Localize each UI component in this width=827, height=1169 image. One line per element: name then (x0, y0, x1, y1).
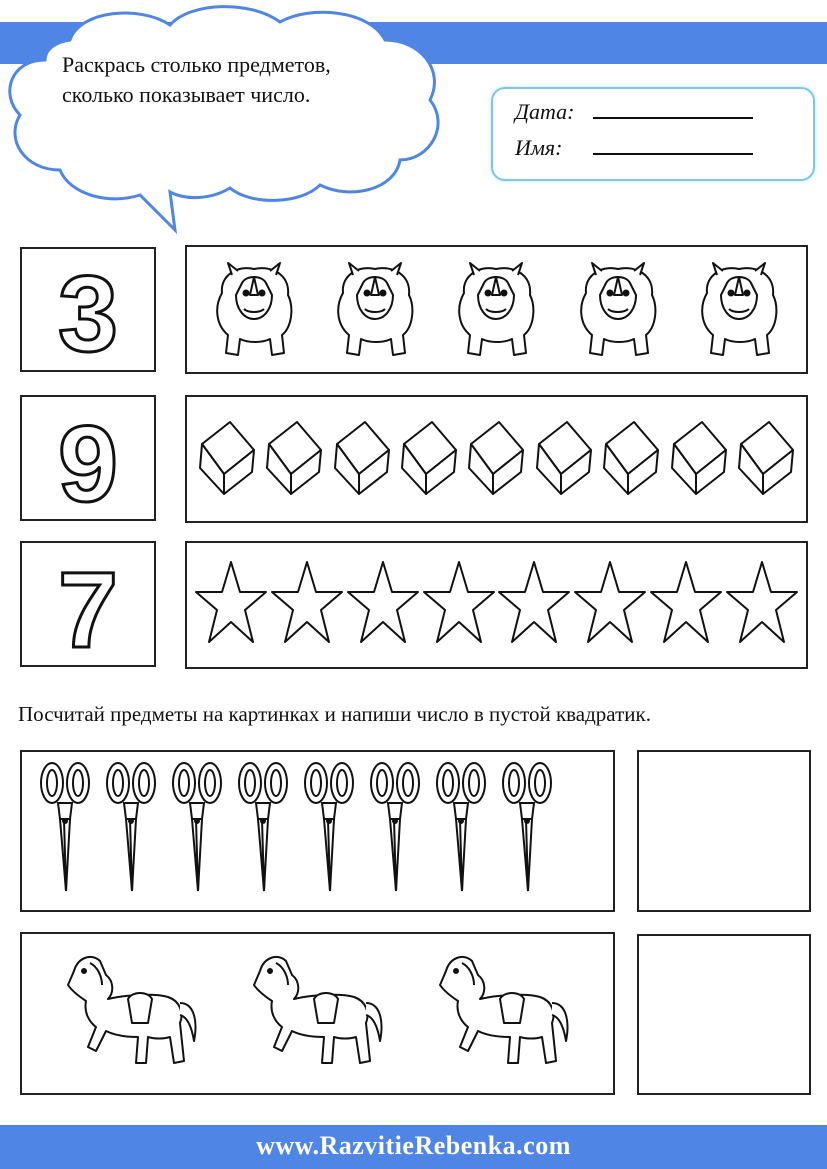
number-9: 9 (57, 403, 119, 519)
number-box-3 (20, 247, 156, 372)
scissors-icon[interactable] (432, 759, 490, 904)
answer-box-scissors[interactable] (637, 750, 811, 912)
horse-icon[interactable] (230, 941, 390, 1086)
items-row-cubes (185, 395, 808, 523)
scissors-icon[interactable] (366, 759, 424, 904)
cube-icon[interactable] (398, 416, 460, 503)
cloud-bubble (0, 0, 450, 235)
items-row-stars (185, 541, 808, 669)
scissors-icon[interactable] (234, 759, 292, 904)
items-row-scissors (20, 750, 615, 912)
star-icon[interactable] (270, 558, 344, 653)
cube-icon[interactable] (600, 416, 662, 503)
rhino-icon[interactable] (566, 253, 670, 366)
star-icon[interactable] (194, 558, 268, 653)
name-field (515, 135, 753, 161)
items-row-horses (20, 932, 615, 1095)
cube-icon[interactable] (331, 416, 393, 503)
star-icon[interactable] (497, 558, 571, 653)
rhino-icon[interactable] (444, 253, 548, 366)
cube-icon[interactable] (533, 416, 595, 503)
star-icon[interactable] (346, 558, 420, 653)
scissors-icon[interactable] (300, 759, 358, 904)
cube-icon[interactable] (196, 416, 258, 503)
star-icon[interactable] (573, 558, 647, 653)
scissors-icon[interactable] (102, 759, 160, 904)
number-3: 3 (57, 253, 119, 370)
date-line[interactable] (593, 99, 753, 119)
star-icon[interactable] (725, 558, 799, 653)
cube-icon[interactable] (465, 416, 527, 503)
rhino-icon[interactable] (202, 253, 306, 366)
footer-url[interactable]: www.RazvitieRebenka.com (256, 1131, 571, 1160)
date-label: Дата: (515, 99, 575, 124)
cube-icon[interactable] (263, 416, 325, 503)
horse-icon[interactable] (416, 941, 576, 1086)
instruction-line1: Раскрась столько предметов, (62, 52, 331, 77)
answer-box-horses[interactable] (637, 934, 811, 1095)
date-field (515, 99, 753, 125)
name-line[interactable] (593, 135, 753, 155)
star-icon[interactable] (422, 558, 496, 653)
scissors-icon[interactable] (498, 759, 556, 904)
number-box-7 (20, 541, 156, 667)
star-icon[interactable] (649, 558, 723, 653)
rhino-icon[interactable] (323, 253, 427, 366)
cube-icon[interactable] (735, 416, 797, 503)
counting-instruction: Посчитай предметы на картинках и напиши число в пустой квадратик. (18, 702, 651, 726)
rhino-icon[interactable] (687, 253, 791, 366)
name-label: Имя: (515, 135, 563, 160)
cube-icon[interactable] (668, 416, 730, 503)
number-box-9 (20, 395, 156, 521)
scissors-icon[interactable] (168, 759, 226, 904)
instruction-line2: сколько показывает число. (62, 82, 311, 107)
items-row-rhinos (185, 245, 808, 374)
number-7: 7 (57, 549, 119, 665)
horse-icon[interactable] (44, 941, 204, 1086)
scissors-icon[interactable] (36, 759, 94, 904)
student-info-box (491, 87, 815, 181)
instruction-text (62, 50, 422, 110)
